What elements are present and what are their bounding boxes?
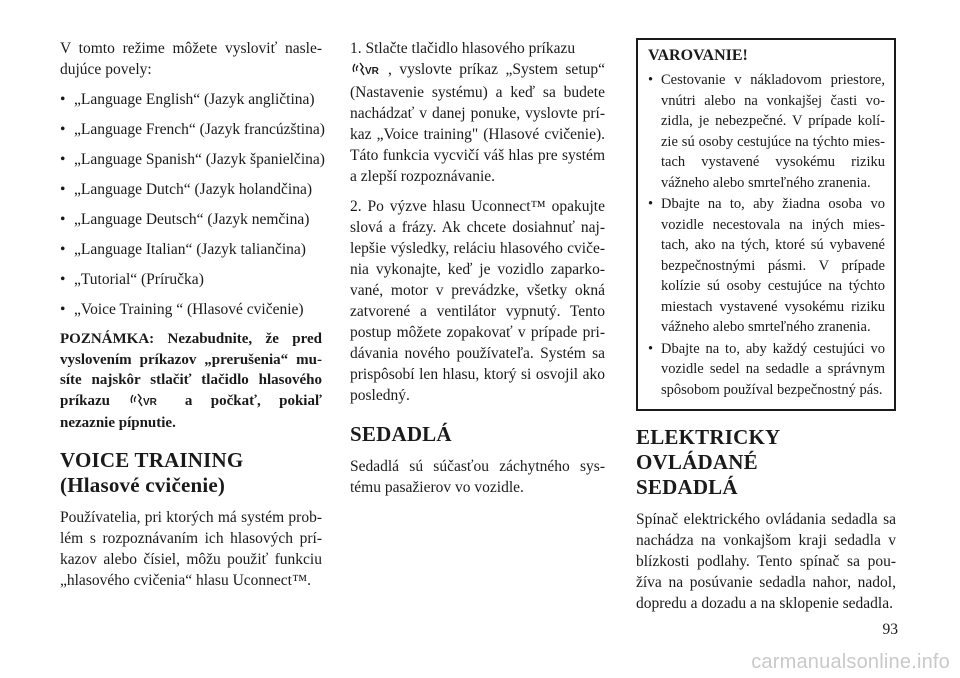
list-item: • Dbajte na to, aby každý cestujúci vo vozidle sedel na sedadle a správnym spôsobom používal bezpečnostný pás. <box>648 340 885 398</box>
voice-command-icon <box>130 393 164 414</box>
intro-text: V tomto režime môžete vysloviť nasle-dujúce povely: <box>60 40 322 78</box>
step-1: 1. Stlačte tlačidlo hlasového príkazu VR , vyslovte príkaz „System setup“ (Nastavenie systému) a keď sa budete nachádzať v danej ponuke, vyslovte prí-kaz „Voice training" (Hlasové cvičenie). Táto funkcia vycvičí váš hlas pre systém a zlepší rozpoznávanie. <box>350 40 605 185</box>
command-list <box>60 89 325 320</box>
warning-title: VAROVANIE! <box>648 47 748 64</box>
list-item: • „Language Deutsch“ (Jazyk nemčina) <box>60 209 322 230</box>
list-item: • „Language Italian“ (Jazyk taliančina) <box>60 239 322 260</box>
heading-power-seats: ELEKTRICKY OVLÁDANÉ SEDADLÁ <box>636 425 780 499</box>
list-item: • „Language Spanish“ (Jazyk španielčina) <box>60 149 322 170</box>
note-text-start: POZNÁMKA: Nezabudnite, že pred vyslovením príkazov „prerušenia“ mu-síte najskôr stlačiť tlačidlo hlasového príkazu <box>60 331 322 409</box>
note-paragraph <box>60 329 322 434</box>
voice-training-paragraph: Používatelia, pri ktorých má systém prob-lém s rozpoznávaním ich hlasových prí-kazov alebo čísiel, môžu použiť funkciu „hlasového cvičenia“ hlasu Uconnect™. <box>60 508 322 589</box>
list-item: • „Tutorial“ (Príručka) <box>60 269 322 290</box>
list-item: • „Voice Training “ (Hlasové cvičenie) <box>60 299 322 320</box>
seats-paragraph: Sedadlá sú súčasťou záchytného sys-tému pasažierov vo vozidle. <box>350 458 605 496</box>
page-number: 93 <box>882 621 898 638</box>
heading-voice-training: VOICE TRAINING (Hlasové cvičenie) <box>60 447 244 497</box>
column-middle <box>350 38 605 507</box>
column-right <box>636 38 896 623</box>
list-item: • „Language French“ (Jazyk francúzština) <box>60 119 322 140</box>
list-item: • Dbajte na to, aby žiadna osoba vo vozidle necestovala na iných mies-tach, ako na tých, ktoré sú vybavené bezpečnostnými pásmi. V prípade kolízie sú osoby cestujúce na týchto miestach vystavené vysokému riziku vážneho alebo smrteľného zranenia. <box>648 196 885 335</box>
note-text-end: a počkať, pokiaľ nezaznie pípnutie. <box>60 392 322 431</box>
svg-text:VR: VR <box>365 66 379 76</box>
list-item: • „Language Dutch“ (Jazyk holandčina) <box>60 179 322 200</box>
warning-box <box>636 38 896 411</box>
svg-text:VR: VR <box>143 396 158 407</box>
list-item: • Cestovanie v nákladovom priestore, vnútri alebo na vonkajšej časti vo-zidla, je nebezpečné. V prípade kolí-zie sú osoby cestujúce na týchto mies-tach vystavené vysokému riziku vážneho alebo smrteľného zranenia. <box>648 72 885 191</box>
watermark-text: carmanualsonline.info <box>751 651 950 673</box>
warning-list <box>648 70 885 400</box>
heading-seats: SEDADLÁ <box>350 422 452 446</box>
voice-command-icon <box>352 61 386 82</box>
step-2: 2. Po výzve hlasu Uconnect™ opakujte slová a frázy. Ak chcete dosiahnuť naj-lepšie výsledky, reláciu hlasového cviče-nia vykonajte, keď je vozidlo zaparko-vané, motor v prevádzke, všetky okná zatvorené a ventilátor vypnutý. Tento postup môžete zopakovať v prípade pri-dávania nového používateľa. Systém sa prispôsobí len hlasu, ktorý si osvojil ako posledný. <box>350 198 605 404</box>
list-item: • „Language English“ (Jazyk angličtina) <box>60 89 322 110</box>
power-seats-paragraph: Spínač elektrického ovládania sedadla sa nachádza na vonkajšom kraji sedadla v blízkosti podlahy. Tento spínač sa pou-žíva na posúvanie sedadla nahor, nadol, dopredu a dozadu a na sklopenie sedadla. <box>636 511 896 612</box>
column-left <box>60 38 325 600</box>
